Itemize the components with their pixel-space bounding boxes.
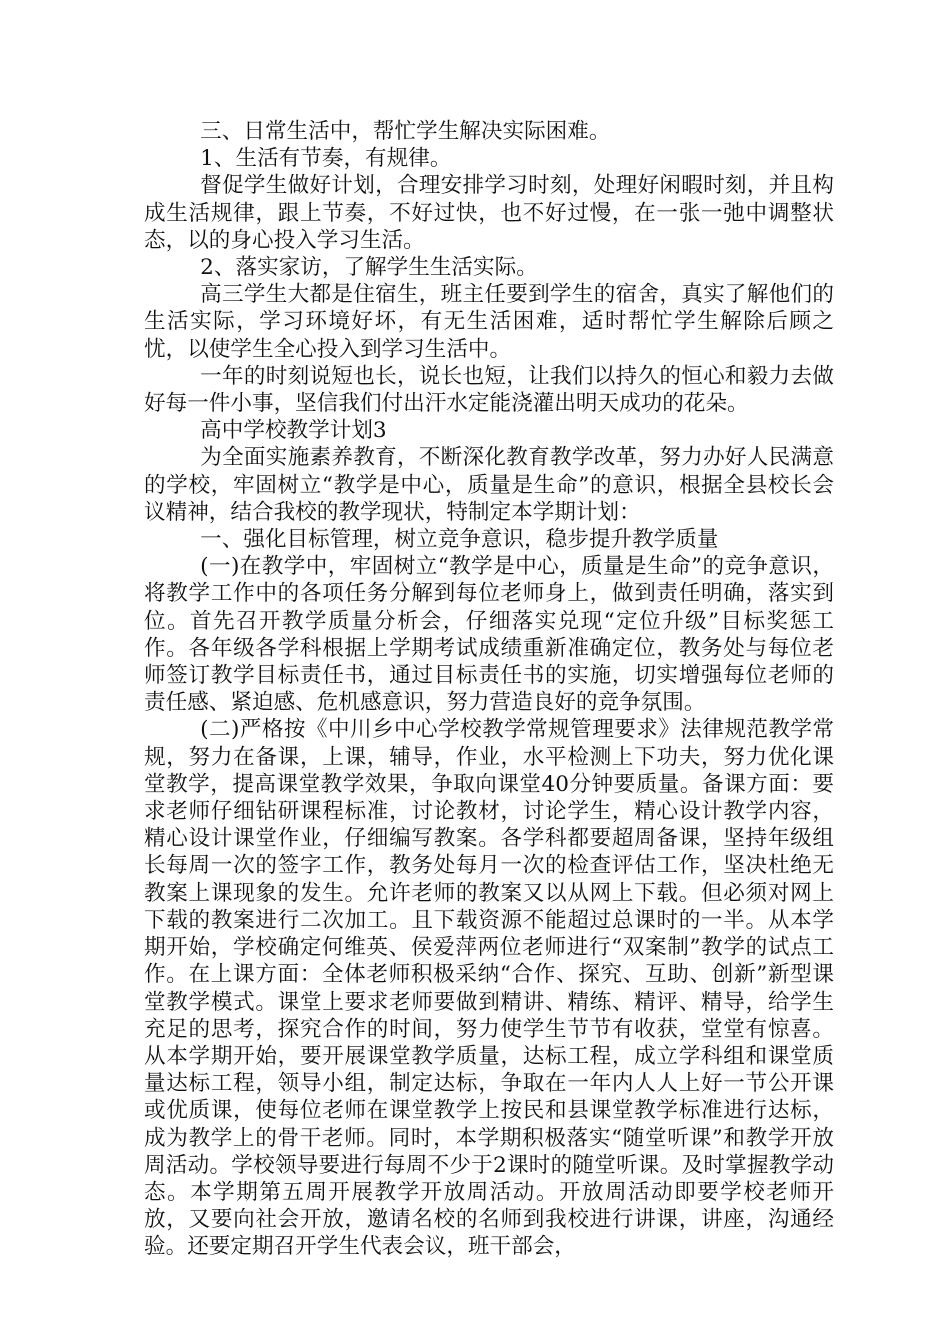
paragraph-item-one: (一)在教学中，牢固树立“教学是中心，质量是生命”的竞争意识，将教学工作中的各项任务分解到每位老师身上，做到责任明确，落实到位。首先召开教学质量分析会，仔细落实兑现“定位升级”目标奖惩工作。各年级各学科根据上学期考试成绩重新准确定位，教务处与每位老师签订教学目标责任书，通过目标责任书的实施，切实增强每位老师的责任感、紧迫感、危机感意识，努力营造良好的竞争氛围。 <box>144 554 834 716</box>
paragraph-closing-remarks: 一年的时刻说短也长，说长也短，让我们以持久的恒心和毅力去做好每一件小事，坚信我们付出汗水定能浇灌出明天成功的花朵。 <box>144 363 834 417</box>
document-title-plan-3: 高中学校教学计划3 <box>200 418 387 444</box>
document-body <box>144 118 834 1261</box>
section-heading-daily-life: 三、日常生活中，帮忙学生解决实际困难。 <box>200 119 611 144</box>
subheading-home-visits: 2、落实家访，了解学生生活实际。 <box>200 255 538 281</box>
paragraph-boarding-students: 高三学生大都是住宿生，班主任要到学生的宿舍，真实了解他们的生活实际，学习环境好坏，有无生活困难，适时帮忙学生解除后顾之忧，以使学生全心投入到学习生活中。 <box>144 282 834 362</box>
paragraph-plan-supervision: 督促学生做好计划，合理安排学习时刻，处理好闲暇时刻，并且构成生活规律，跟上节奏，不好过快，也不好过慢，在一张一弛中调整状态，以的身心投入学习生活。 <box>144 173 834 253</box>
paragraph-introduction: 为全面实施素养教育，不断深化教育教学改革，努力办好人民满意的学校，牢固树立“教学是中心，质量是生命”的意识，根据全县校长会议精神，结合我校的教学现状，特制定本学期计划： <box>144 445 834 525</box>
paragraph-item-two: (二)严格按《中川乡中心学校教学常规管理要求》法律规范教学常规，努力在备课，上课，辅导，作业，水平检测上下功夫，努力优化课堂教学，提高课堂教学效果，争取向课堂40分钟要质量。备课方面：要求老师仔细钻研课程标准，讨论教材，讨论学生，精心设计教学内容，精心设计课堂作业，仔细编写教案。各学科都要超周备课，坚持年级组长每周一次的签字工作，教务处每月一次的检查评估工作，坚决杜绝无教案上课现象的发生。允许老师的教案又以从网上下载。但必须对网上下载的教案进行二次加工。且下载资源不能超过总课时的一半。从本学期开始，学校确定何维英、侯爱萍两位老师进行“双案制”教学的试点工作。在上课方面：全体老师积极采纳“合作、探究、互助、创新”新型课堂教学模式。课堂上要求老师要做到精讲、精练、精评、精导，给学生充足的思考，探究合作的时间，努力使学生节节有收获，堂堂有惊喜。从本学期开始，要开展课堂教学质量，达标工程，成立学科组和课堂质量达标工程，领导小组，制定达标，争取在一年内人人上好一节公开课或优质课，使每位老师在课堂教学上按民和县课堂教学标准进行达标，成为教学上的骨干老师。同时，本学期积极落实“随堂听课”和教学开放周活动。学校领导要进行每周不少于2课时的随堂听课。及时掌握教学动态。本学期第五周开展教学开放周活动。开放周活动即要学校老师开放，又要向社会开放，邀请名校的名师到我校进行讲课，讲座，沟通经验。还要定期召开学生代表会议，班干部会， <box>144 717 834 1260</box>
section-heading-target-management: 一、强化目标管理，树立竞争意识，稳步提升教学质量 <box>200 527 719 553</box>
subheading-life-rhythm: 1、生活有节奏，有规律。 <box>200 146 452 172</box>
